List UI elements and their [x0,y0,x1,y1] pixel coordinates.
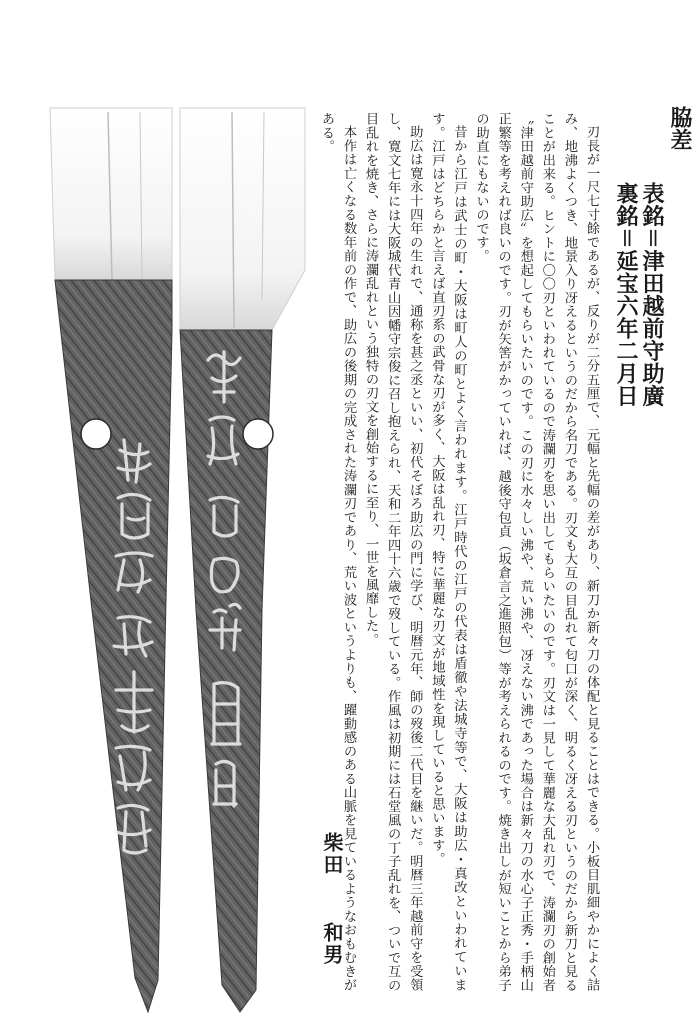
paragraph: 助広は寛永十四年の生れで、通称を甚之丞といい、初代そぼろ助広の門に学び、明暦元年、師の歿後二代目を継いだ。明暦三年越前守を受領し、寛文七年には大阪城代青山因幡守宗俊に召し抱えられ、天和二年四十六歳で歿している。作風は初期には石堂風の丁子乱れを、ついで互の目乱れを焼き、さらに涛瀾乱れという独特の刃文を創始するに至り、一世を風靡した。 [363,112,423,992]
omote-mei-heading: 表銘＝津田越前守助廣 [639,182,664,408]
author-name [318,832,347,966]
mekugi-hole-icon [81,419,111,449]
author-given-name: 和男 [320,922,344,966]
sword-type-heading: 脇差 [667,106,692,151]
oshigata-rubbing [0,0,330,1024]
author-surname: 柴田 [320,832,344,876]
tang-ura-view [180,108,305,1012]
paragraph: 刃長が一尺七寸餘であるが、反りが二分五厘で、元幅と先幅の差があり、新刀か新々刀の体配と見ることはできる。小板目肌細やかによく詰み、地沸よくつき、地景入り冴えるというのだから名刀である。刃文も大互の目乱れて匂口が深く、明るく冴える刃というのだから新刀と見ることが出来る。ヒントに〇〇刃といわれているので涛瀾刃を思い出してもらいたいのです。刃文は一見して華麗な大乱れ刃で、涛瀾刃の創始者〝津田越前守助広〟を想起してもらいたいのです。この刃に水々しい沸や、荒い沸や、冴えない沸であった場合は新々刀の水心子正秀・手柄山正繁等を考えれば良いのです。刃が矢筈がかっていれば、越後守包貞（坂倉言之進照包）等が考えられるのです。焼き出しが短いことから弟子の助直にもないのです。 [473,112,599,992]
paragraph: 本作は亡くなる数年前の作で、助広の後期の完成された涛瀾刃であり、荒い波というよりも、躍動感のある山脈を見ているようなおもむきがある。 [318,112,356,992]
tang-omote-view [50,108,172,1012]
paragraph: 昔から江戸は武士の町・大阪は町人の町とよく言われます。江戸時代の江戸の代表は盾徹や法城寺等で、大阪は助広・真改といわれています。江戸はどちらかと言えば直刃系の武骨な刃が多く、大阪は乱れ刃、特に華麗な刃文が地域性を現していると思います。 [429,112,467,992]
ura-mei-heading: 裏銘＝延宝六年二月日 [613,182,638,408]
mekugi-hole-icon [243,419,273,449]
